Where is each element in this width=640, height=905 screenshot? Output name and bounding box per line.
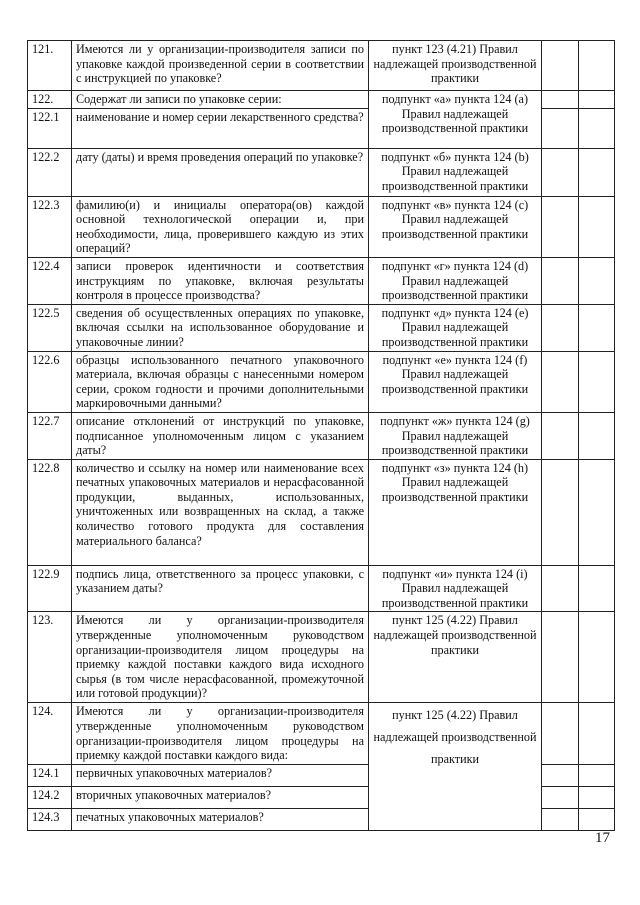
page-number: 17 [595,830,610,846]
legal-reference: подпункт «з» пункта 124 (h) Правил надлежащей производственной практики [369,459,542,565]
legal-reference: подпункт «е» пункта 124 (f) Правил надлежащей производственной практики [369,351,542,412]
note-cell [579,809,615,831]
answer-cell [542,765,579,787]
question-text: количество и ссылку на номер или наименование всех печатных упаковочных материалов и нерасфасованной продукции, выданных, использованных, уничтоженных или возвращенных на склад, а также количество готового продукта для составления материального баланса? [72,459,369,565]
answer-cell [542,148,579,196]
item-number: 124.3 [28,809,72,831]
note-cell [579,41,615,91]
item-number: 122.1 [28,108,72,148]
note-cell [579,565,615,612]
note-cell [579,612,615,703]
answer-cell [542,108,579,148]
answer-cell [542,351,579,412]
item-number: 121. [28,41,72,91]
checklist-table [27,40,615,831]
note-cell [579,787,615,809]
note-cell [579,412,615,459]
answer-cell [542,612,579,703]
table-row [28,703,615,765]
item-number: 122.7 [28,412,72,459]
note-cell [579,91,615,109]
answer-cell [542,257,579,304]
table-row [28,257,615,304]
note-cell [579,459,615,565]
table-row [28,91,615,109]
question-text: сведения об осуществленных операциях по упаковке, включая ссылки на использованное оборудование и упаковочные линии? [72,304,369,351]
item-number: 123. [28,612,72,703]
answer-cell [542,787,579,809]
question-text: фамилию(и) и инициалы оператора(ов) каждой основной технологической операции и, при необходимости, лица, проверившего каждую из этих операций? [72,196,369,257]
item-number: 122.5 [28,304,72,351]
legal-reference: подпункт «и» пункта 124 (i) Правил надлежащей производственной практики [369,565,542,612]
legal-reference: подпункт «ж» пункта 124 (g) Правил надлежащей производственной практики [369,412,542,459]
note-cell [579,148,615,196]
question-text: вторичных упаковочных материалов? [72,787,369,809]
table-row [28,459,615,565]
answer-cell [542,304,579,351]
answer-cell [542,809,579,831]
question-text: дату (даты) и время проведения операций по упаковке? [72,148,369,196]
question-text: описание отклонений от инструкций по упаковке, подписанное уполномоченным лицом с указанием даты? [72,412,369,459]
item-number: 124.1 [28,765,72,787]
answer-cell [542,41,579,91]
legal-reference: подпункт «а» пункта 124 (a) Правил надлежащей производственной практики [369,91,542,149]
answer-cell [542,565,579,612]
question-text: Имеются ли у организации-производителя записи по упаковке каждой произведенной серии в соответствии с инструкцией по упаковке? [72,41,369,91]
item-number: 124.2 [28,787,72,809]
note-cell [579,703,615,765]
note-cell [579,108,615,148]
legal-reference: подпункт «в» пункта 124 (c) Правил надлежащей производственной практики [369,196,542,257]
answer-cell [542,459,579,565]
question-text: Имеются ли у организации-производителя утвержденные уполномоченным руководством организации-производителя лицом процедуры на приемку каждой поставки каждого вида исходного сырья (в том числе нерасфасованной, промежуточной или готовой продукции)? [72,612,369,703]
table-row [28,304,615,351]
item-number: 122.3 [28,196,72,257]
table-row [28,565,615,612]
item-number: 122.8 [28,459,72,565]
legal-reference: пункт 125 (4.22) Правил надлежащей производственной практики [369,703,542,831]
legal-reference: подпункт «б» пункта 124 (b) Правил надлежащей производственной практики [369,148,542,196]
question-text: записи проверок идентичности и соответствия инструкциям по упаковке, включая результаты контроля в процессе производства? [72,257,369,304]
item-number: 122. [28,91,72,109]
answer-cell [542,412,579,459]
legal-reference: пункт 123 (4.21) Правил надлежащей производственной практики [369,41,542,91]
item-number: 124. [28,703,72,765]
item-number: 122.9 [28,565,72,612]
legal-reference: пункт 125 (4.22) Правил надлежащей производственной практики [369,612,542,703]
item-number: 122.4 [28,257,72,304]
question-text: подпись лица, ответственного за процесс упаковки, с указанием даты? [72,565,369,612]
table-row [28,41,615,91]
question-text: Имеются ли у организации-производителя утвержденные уполномоченным руководством организации-производителя лицом процедуры на приемку каждой поставки каждого вида: [72,703,369,765]
table-row [28,196,615,257]
item-number: 122.2 [28,148,72,196]
table-row [28,351,615,412]
item-number: 122.6 [28,351,72,412]
note-cell [579,351,615,412]
note-cell [579,304,615,351]
note-cell [579,196,615,257]
note-cell [579,257,615,304]
answer-cell [542,703,579,765]
note-cell [579,765,615,787]
question-text: образцы использованного печатного упаковочного материала, включая образцы с нанесенными номером серии, сроком годности и прочими дополнительными маркировочными данными? [72,351,369,412]
question-text: первичных упаковочных материалов? [72,765,369,787]
question-text: Содержат ли записи по упаковке серии: [72,91,369,109]
answer-cell [542,196,579,257]
legal-reference: подпункт «д» пункта 124 (e) Правил надлежащей производственной практики [369,304,542,351]
table-row [28,148,615,196]
question-text: печатных упаковочных материалов? [72,809,369,831]
legal-reference: подпункт «г» пункта 124 (d) Правил надлежащей производственной практики [369,257,542,304]
table-row [28,412,615,459]
question-text: наименование и номер серии лекарственного средства? [72,108,369,148]
table-row [28,612,615,703]
answer-cell [542,91,579,109]
